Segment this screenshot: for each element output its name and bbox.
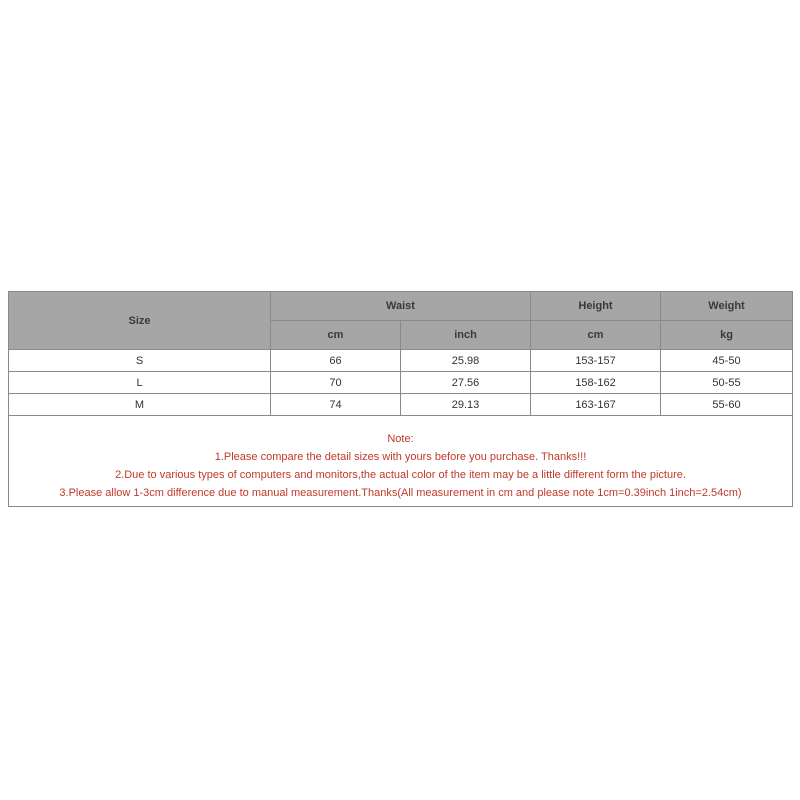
table-row (9, 350, 793, 372)
header-row-primary (9, 292, 793, 321)
note-line-2: 2.Due to various types of computers and monitors,the actual color of the item may be a little different form the picture. (115, 469, 686, 481)
size-chart-table (8, 291, 793, 507)
cell-waist-inch: 27.56 (401, 372, 531, 394)
notes-cell (9, 416, 793, 507)
cell-waist-inch: 29.13 (401, 394, 531, 416)
cell-size: S (9, 350, 271, 372)
header-size: Size (9, 292, 271, 350)
cell-weight-kg: 50-55 (661, 372, 793, 394)
cell-waist-cm: 74 (271, 394, 401, 416)
header-waist-cm: cm (271, 321, 401, 350)
note-line-3: 3.Please allow 1-3cm difference due to manual measurement.Thanks(All measurement in cm and please note 1cm=0.39inch 1inch=2.54cm) (59, 487, 742, 499)
cell-weight-kg: 45-50 (661, 350, 793, 372)
table-row (9, 372, 793, 394)
cell-size: M (9, 394, 271, 416)
header-height-cm: cm (531, 321, 661, 350)
cell-weight-kg: 55-60 (661, 394, 793, 416)
cell-height-cm: 153-157 (531, 350, 661, 372)
cell-waist-inch: 25.98 (401, 350, 531, 372)
notes-title: Note: (387, 433, 414, 445)
header-waist: Waist (271, 292, 531, 321)
header-weight: Weight (661, 292, 793, 321)
header-weight-kg: kg (661, 321, 793, 350)
cell-waist-cm: 66 (271, 350, 401, 372)
note-line-1: 1.Please compare the detail sizes with yours before you purchase. Thanks!!! (214, 451, 587, 463)
notes-row (9, 416, 793, 507)
notes-block (9, 416, 792, 506)
cell-waist-cm: 70 (271, 372, 401, 394)
cell-size: L (9, 372, 271, 394)
cell-height-cm: 158-162 (531, 372, 661, 394)
header-waist-inch: inch (401, 321, 531, 350)
table-row (9, 394, 793, 416)
cell-height-cm: 163-167 (531, 394, 661, 416)
header-height: Height (531, 292, 661, 321)
